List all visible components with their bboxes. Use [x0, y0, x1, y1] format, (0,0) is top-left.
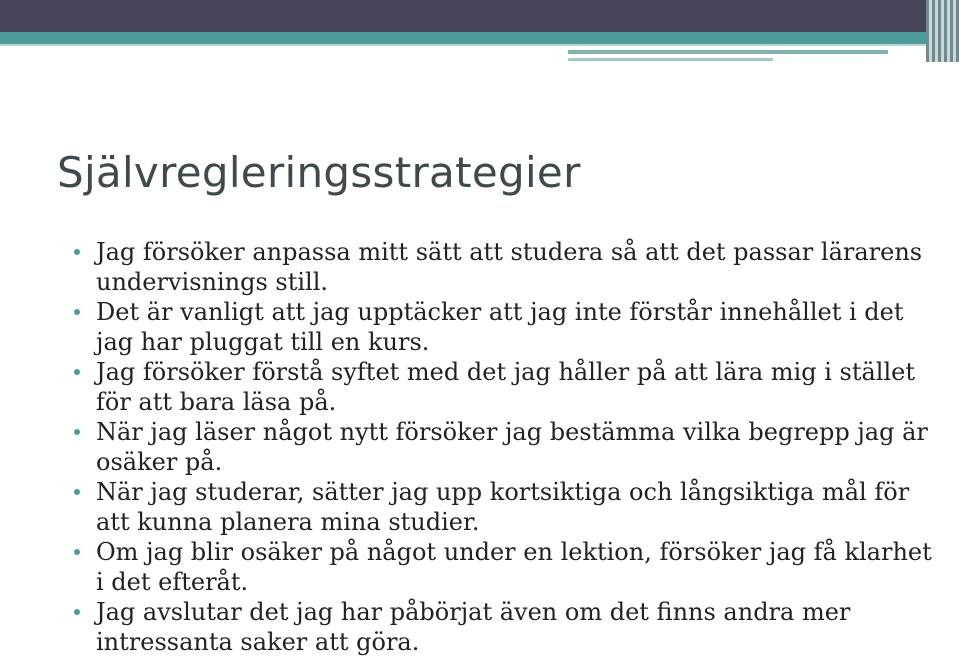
header-accent-bar [0, 32, 959, 44]
bullet-dot-icon [74, 609, 80, 615]
bullet-item [96, 597, 936, 657]
bullet-dot-icon [74, 249, 80, 255]
bullet-item [96, 237, 936, 297]
bullet-item [96, 477, 936, 537]
bullet-list [96, 237, 936, 657]
bullet-item [96, 537, 936, 597]
decorative-line-lower [568, 58, 773, 61]
bullet-dot-icon [74, 549, 80, 555]
header-band [0, 0, 959, 32]
decorative-line-upper [568, 50, 888, 54]
bullet-text: Om jag blir osäker på något under en lektion, försöker jag få klarhet i det efteråt. [96, 538, 932, 596]
bullet-text: När jag studerar, sätter jag upp kortsiktiga och långsiktiga mål för att kunna planera mina studier. [96, 478, 910, 536]
header-accent-line [0, 44, 959, 46]
bullet-text: Jag avslutar det jag har påbörjat även om det finns andra mer intressanta saker att göra. [96, 598, 851, 656]
decorative-edge-stripes [926, 0, 959, 62]
bullet-dot-icon [74, 369, 80, 375]
bullet-dot-icon [74, 429, 80, 435]
bullet-dot-icon [74, 309, 80, 315]
bullet-dot-icon [74, 489, 80, 495]
bullet-item [96, 297, 936, 357]
bullet-text: När jag läser något nytt försöker jag bestämma vilka begrepp jag är osäker på. [96, 418, 928, 476]
slide-title: Självregleringsstrategier [57, 148, 581, 197]
bullet-text: Det är vanligt att jag upptäcker att jag inte förstår innehållet i det jag har pluggat till en kurs. [96, 298, 904, 356]
bullet-item [96, 357, 936, 417]
bullet-text: Jag försöker förstå syftet med det jag håller på att lära mig i stället för att bara läsa på. [96, 358, 915, 416]
bullet-text: Jag försöker anpassa mitt sätt att studera så att det passar lärarens undervisnings still. [96, 238, 923, 296]
bullet-item [96, 417, 936, 477]
